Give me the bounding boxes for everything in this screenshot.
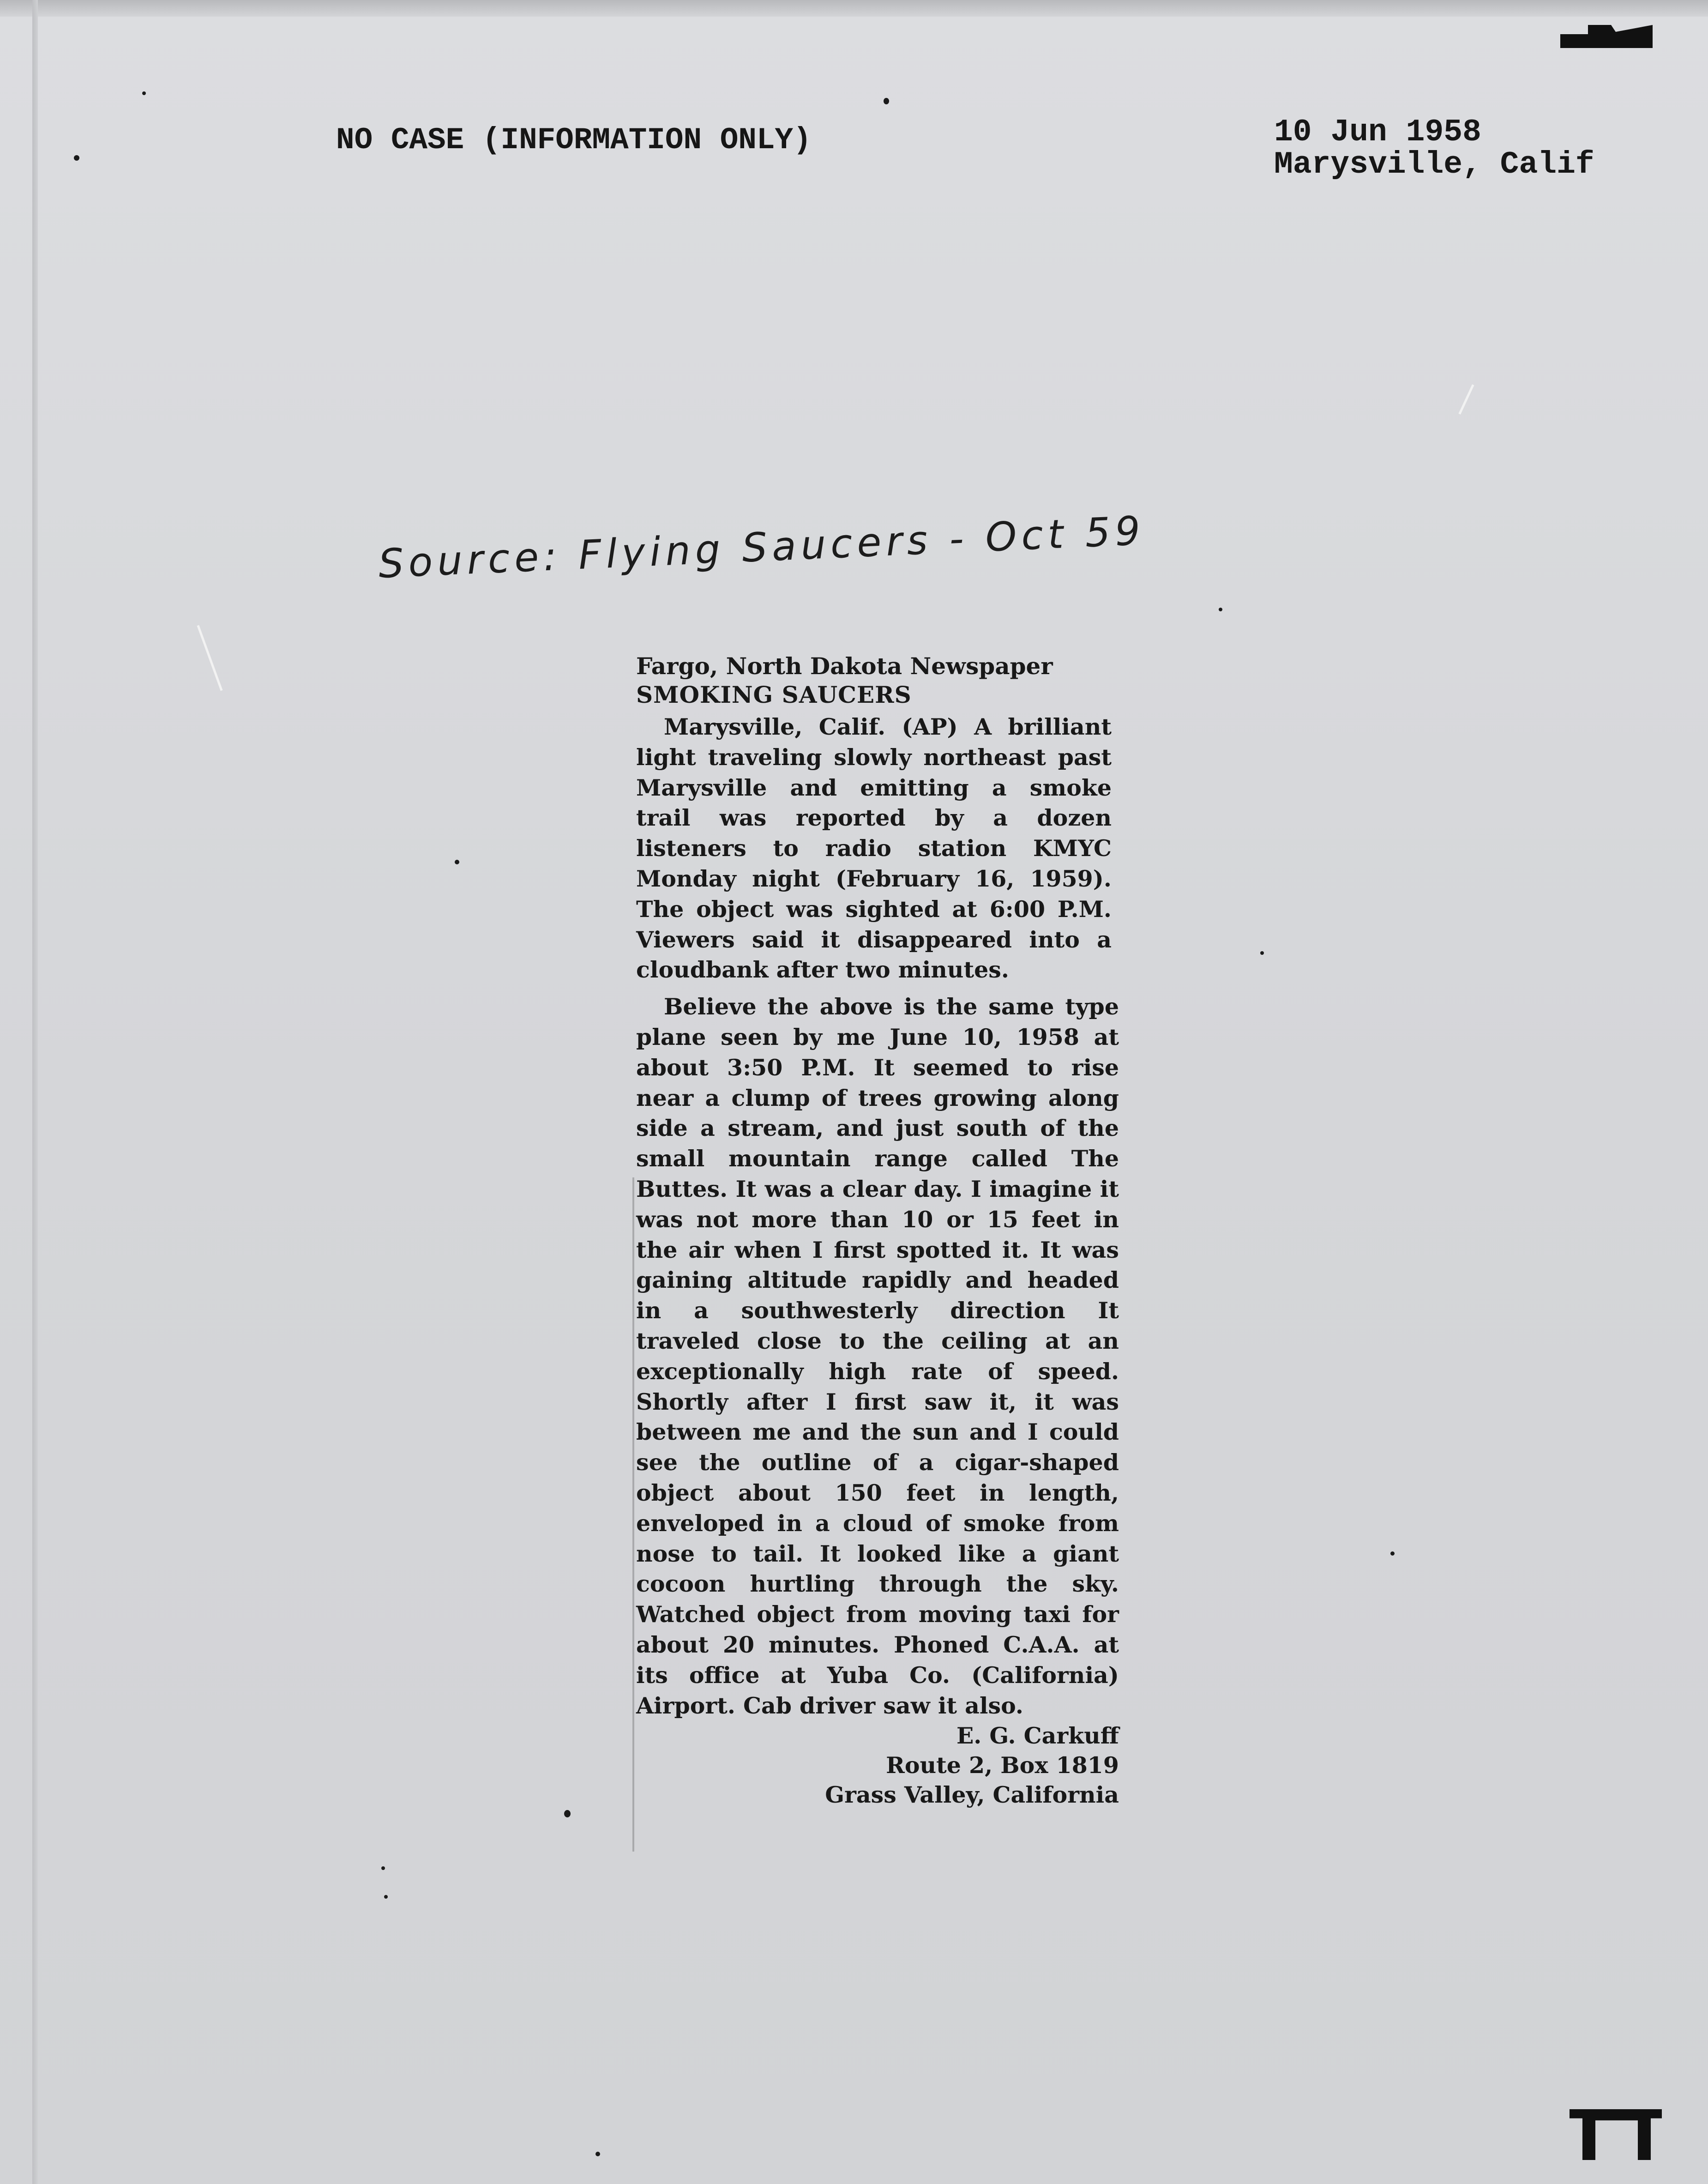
- corner-registration-mark-bottom: [1570, 2109, 1662, 2160]
- dust-speck: [1260, 951, 1264, 955]
- newspaper-clipping: [636, 652, 1125, 1810]
- film-scratch: [197, 625, 223, 691]
- corner-registration-mark-top: [1560, 25, 1653, 48]
- dust-speck: [142, 91, 146, 95]
- case-status-label: NO CASE (INFORMATION ONLY): [336, 123, 812, 157]
- signature-address: Route 2, Box 1819: [886, 1752, 1119, 1779]
- film-border-top: [0, 0, 1708, 17]
- dust-speck: [595, 2152, 600, 2156]
- signature-city: Grass Valley, California: [825, 1781, 1119, 1809]
- signature-name: E. G. Carkuff: [956, 1722, 1119, 1750]
- dust-speck: [884, 98, 889, 104]
- report-date: 10 Jun 1958: [1274, 115, 1481, 150]
- handwritten-source-note: Source: Flying Saucers - Oct 59: [377, 507, 1146, 587]
- report-location: Marysville, Calif: [1274, 147, 1594, 182]
- clipping-paragraph-1: Marysville, Calif. (AP) A brilliant light traveling slowly northeast past Marysville and emitting a smoke trail was reported by a dozen listeners to radio station KMYC Monday night (February 16, 1959). The object was sighted at 6:00 P.M. Viewers said it disappeared into a cloudbank after two minutes.: [636, 713, 1112, 983]
- dust-speck: [1390, 1551, 1395, 1556]
- clipping-signature: [636, 1721, 1119, 1810]
- film-border-left: [32, 0, 38, 2184]
- clipping-source: Fargo, North Dakota Newspaper: [636, 652, 1053, 680]
- dust-speck: [564, 1810, 571, 1817]
- film-scratch: [1458, 384, 1474, 415]
- clipping-edge-line: [632, 1177, 634, 1852]
- clipping-paragraph-2: Believe the above is the same type plane seen by me June 10, 1958 at about 3:50 P.M. It seemed to rise near a clump of trees growing along side a stream, and just south of the small mountain range called The Buttes. It was a clear day. I imagine it was not more than 10 or 15 feet in the air when I first spotted it. It was gaining altitude rapidly and headed in a southwesterly direction It traveled close to the ceiling at an exceptionally high rate of speed. Shortly after I first saw it, it was between me and the sun and I could see the outline of a cigar-shaped object about 150 feet in length, enveloped in a cloud of smoke from nose to tail. It looked like a giant cocoon hurtling through the sky. Watched object from moving taxi for about 20 minutes. Phoned C.A.A. at its office at Yuba Co. (California) Airport. Cab driver saw it also.: [636, 993, 1119, 1719]
- clipping-headline: SMOKING SAUCERS: [636, 681, 912, 708]
- dust-speck: [384, 1895, 388, 1899]
- dust-speck: [74, 155, 79, 161]
- dust-speck: [381, 1866, 385, 1870]
- dust-speck: [455, 860, 459, 864]
- dust-speck: [1219, 608, 1222, 611]
